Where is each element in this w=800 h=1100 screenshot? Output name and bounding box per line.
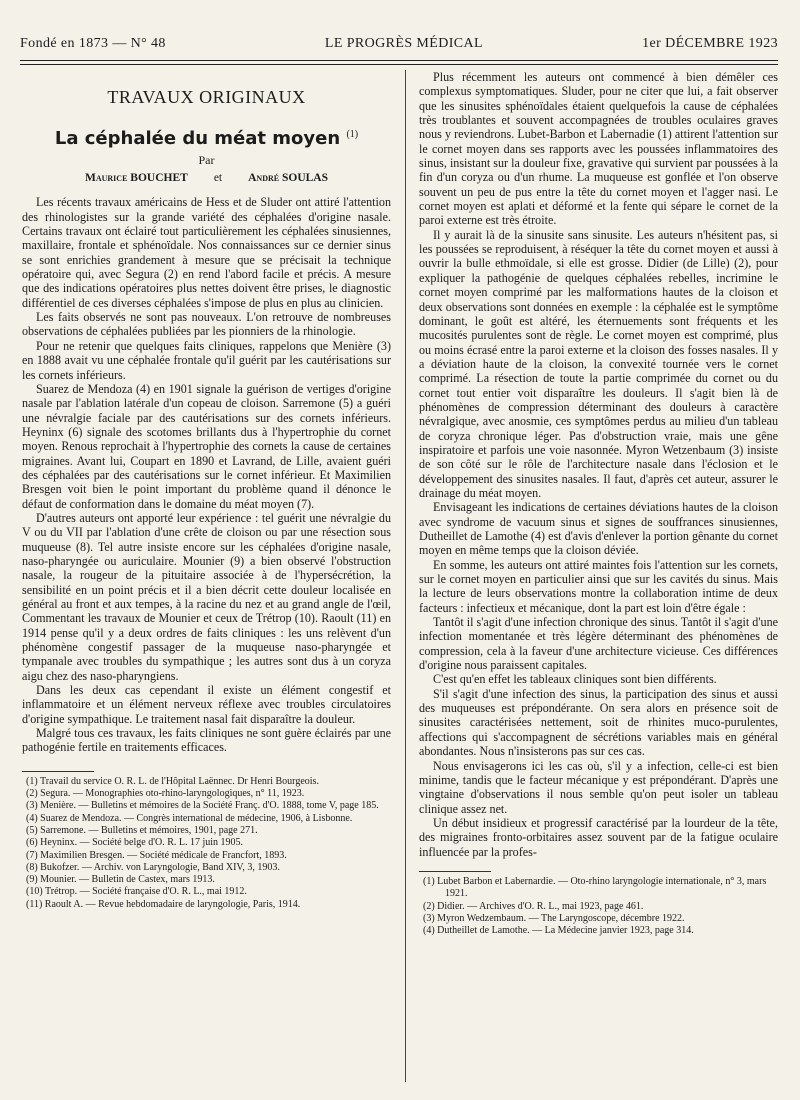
right-column <box>419 70 778 937</box>
footnote-rule <box>419 871 491 872</box>
paragraph: Envisageant les indications de certaines déviations hautes de la cloison avec syndrome de vacuum sinus et signes de souffrances sinusiennes, Dutheillet de Lamothe (4) est d'avis d'enlever la portion gênante du cornet moyen en même temps que la cloison déviée. <box>419 500 778 558</box>
footnote: (1) Travail du service O. R. L. de l'Hôpital Laënnec. Dr Henri Bourgeois. <box>26 775 319 787</box>
paragraph: Suarez de Mendoza (4) en 1901 signale la guérison de vertiges d'origine nasale par l'ablation latérale d'un copeau de cloison. Sarremone (5) a guéri une névralgie faciale par des cautérisations sur des cornets inférieurs. Heyninx (6) signale des scotomes brillants dus à l'hypertrophie du cornet moyen. Renous reprochait à l'hypertrophie des cornets la cause de certaines migraines. Avant lui, Coupart en 1890 et Lavrand, de Lille, avaient guéri des céphalées par des cautérisations sur le cornet inférieur. Et Maximilien Bresgen voit bien le point important du problème quand il dénonce le défaut de conformation dans le domaine du méat moyen (7). <box>22 381 391 511</box>
footnote: (8) Bukofzer. — Archiv. von Laryngologie, Band XIV, 3, 1903. <box>26 861 280 873</box>
by-line: Par <box>198 152 215 167</box>
author-1: Maurice BOUCHET <box>85 172 188 185</box>
paragraph: D'autres auteurs ont apporté leur expérience : tel guérit une névralgie du V ou du VII par l'ablation d'une crête de cloison ou par une résection sous muqueuse (8). Tel autre insiste encore sur les céphalées d'origine nasale, naso-pharyngée ou auriculaire. Mounier (9) a bien observé l'obstruction nasale, la rougeur de la pituitaire associée à de l'hypersécrétion, la sensibilité en un point précis et il a bien décrit cette douleur localisée en général au front et aux tempes, à la racine du nez et au grand angle de l'œil, Commentant les travaux de Mounier et ceux de Trétrop (10). Raoult (11) en 1914 pense qu'il y a deux ordres de faits cliniques : les uns relèvent d'un phénomène congestif passager de la muqueuse naso-pharyngée et tympanale avec troubles du sympathique ; les autres sont dus à un coryza aigu chez des naso-pharyngiens. <box>22 510 391 683</box>
footnote: (10) Trétrop. — Société française d'O. R. L., mai 1912. <box>26 886 247 898</box>
footnote: (2) Segura. — Monographies oto-rhino-laryngologiques, n° 11, 1923. <box>26 788 305 800</box>
paragraph: Dans les deux cas cependant il existe un élément congestif et inflammatoire et un élément nerveux réflexe avec troubles circulatoires d'origine sympathique. Le traitement nasal fait disparaître la douleur. <box>22 683 391 726</box>
author-conjunction: et <box>213 172 223 185</box>
paragraph: Pour ne retenir que quelques faits cliniques, rappelons que Menière (3) en 1888 avait vu une céphalée frontale qu'il guérit par les cautérisations sur les cornets inférieurs. <box>22 338 391 382</box>
column-divider <box>405 70 406 1082</box>
paragraph: Les faits observés ne sont pas nouveaux. L'on retrouve de nombreuses observations de céphalées publiées par les pionniers de la rhinologie. <box>22 310 391 339</box>
paragraph: Malgré tous ces travaux, les faits cliniques ne sont guère éclairés par une pathogénie fertile en traitements efficaces. <box>22 726 391 755</box>
article-title-text: La céphalée du méat moyen <box>54 128 341 150</box>
footnote: (11) Raoult A. — Revue hebdomadaire de laryngologie, Paris, 1914. <box>26 898 301 910</box>
footnote: (2) Didier. — Archives d'O. R. L., mai 1923, page 461. <box>423 900 644 912</box>
footnote: (5) Sarremone. — Bulletins et mémoires, 1901, page 271. <box>26 824 258 836</box>
footnote: (7) Maximilien Bresgen. — Société médicale de Francfort, 1893. <box>26 849 287 861</box>
footnote-rule <box>22 771 94 772</box>
founded-line: Fondé en 1873 — N° 48 <box>20 36 166 51</box>
left-column <box>22 70 391 911</box>
footnote: (1) Lubet Barbon et Labernardie. — Oto-rhino laryngologie internationale, n° 3, mars 1921. <box>423 875 767 900</box>
paragraph: C'est qu'en effet les tableaux cliniques sont bien différents. <box>433 672 717 687</box>
footnote: (4) Dutheillet de Lamothe. — La Médecine janvier 1923, page 314. <box>423 925 694 937</box>
footnote: (9) Mounier. — Bulletin de Castex, mars 1913. <box>26 874 215 886</box>
left-footnotes <box>22 776 391 911</box>
footnote: (4) Suarez de Mendoza. — Congrès international de médecine, 1906, à Lisbonne. <box>26 812 353 824</box>
issue-date: 1er DÉCEMBRE 1923 <box>642 36 778 51</box>
paragraph: Tantôt il s'agit d'une infection chronique des sinus. Tantôt il s'agit d'une infection momentanée et très légère déterminant des phénomènes de compression, cela à la faveur d'une architecture vicieuse. Ces différences d'origine nous paraissent capitales. <box>419 615 778 673</box>
article-title <box>22 128 391 150</box>
header-rule-thin <box>20 64 778 65</box>
footnote: (3) Myron Wedzembaum. — The Laryngoscope, décembre 1922. <box>423 912 685 924</box>
paragraph: En somme, les auteurs ont attiré maintes fois l'attention sur les cornets, sur le cornet moyen en particulier ainsi que sur les cavités du sinus. Mais la lecture de leurs observations montre la collaboration intime de deux facteurs : infectieux et mécanique, dont la part est loin d'être égale : <box>419 557 778 615</box>
section-title: TRAVAUX ORIGINAUX <box>107 87 306 107</box>
paragraph: Les récents travaux américains de Hess et de Sluder ont attiré l'attention des rhinologistes sur la grande variété des céphalées d'origine nasale. Certains travaux ont éclairé tout particulièrement les céphalées sinusiennes, maxillaire, frontale et sphénoïdale. Nos connaissances sur ce dernier sinus se sont enrichies grandement à mesure que se précisait la technique opératoire qui, avec Segura (2) en rend l'abord facile et précis. A mesure que des indications opératoires plus nettes doivent être prises, le diagnostic différentiel de ces diverses céphalées s'impose de plus en plus au clinicien. <box>22 195 391 310</box>
paragraph: Un début insidieux et progressif caractérisé par la lourdeur de la tête, des migraines fronto-orbitaires assez souvent par de la fatigue oculaire influencée par la profes- <box>419 815 778 859</box>
header-rule <box>20 60 778 61</box>
running-head <box>20 36 778 52</box>
footnote: (3) Menière. — Bulletins et mémoires de la Société Franç. d'O. 1888, tome V, page 185. <box>26 800 379 812</box>
paragraph: S'il s'agit d'une infection des sinus, la participation des sinus et aussi des muqueuses est prépondérante. On sera alors en présence soit de sinusites caractérisées nettement, soit de rhinites muco-purulentes, affections qui s'accompagnent de sécrétions variables mais en général abondantes. Nous n'insisterons pas sur ces cas. <box>419 686 778 759</box>
title-footnote-ref: (1) <box>346 129 359 141</box>
author-2: André SOULAS <box>248 172 328 185</box>
right-footnotes <box>419 876 778 937</box>
footnote: (6) Heyninx. — Société belge d'O. R. L. 17 juin 1905. <box>26 837 244 849</box>
left-body <box>22 195 391 754</box>
paragraph: Nous envisagerons ici les cas où, s'il y a infection, celle-ci est bien minime, tandis que le facteur mécanique y est prépondérant. D'après une vingtaine d'observations il nous semble qu'on peut isoler un tableau clinique assez net. <box>419 758 778 816</box>
journal-name: LE PROGRÈS MÉDICAL <box>324 36 484 51</box>
right-body <box>419 70 778 859</box>
authors <box>22 171 391 185</box>
paragraph: Il y aurait là de la sinusite sans sinusite. Les auteurs n'hésitent pas, si les poussées se reproduisent, à réséquer la tête du cornet moyen et aussi à ouvrir la bulle ethmoïdale, si elle est grosse. Didier (de Lille) (2), pour expliquer la pathogénie de quelques céphalées rebelles, incrimine le cornet moyen comprimé par les malformations hautes de la cloison et deux observations sont données en exemple : la céphalée est le symptôme dominant, le goût est altéré, les éternuements sont fréquents et les mucosités purulentes sont de règle. Le cornet moyen est comprimé, plus ou moins écrasé entre la paroi externe et la cloison des fosses nasales. Il y a déviation haute de la cloison, la convexité tournée vers le cornet comprimé. La résection de toute la partie comprimée du cornet ou du cornet tout entier voit disparaître les douleurs. Il s'agit bien là de phénomènes de compression déterminant des douleurs à caractère névralgique, avec anosmie, ces symptômes perdus au milieu d'un tableau de coryza chronique léger. Pas d'obstruction vraie, mais une gêne inspiratoire et parfois une voie nasonnée. Myron Wetzenbaum (3) insiste de son côté sur le rôle de l'architecture nasale dans l'éclosion et le développement des sinusites nasales. Il faut, d'après cet auteur, assurer le drainage du méat moyen. <box>419 227 778 500</box>
paragraph: Plus récemment les auteurs ont commencé à bien démêler ces complexus symptomatiques. Sluder, pour ne citer que lui, a fait observer que les sinusites sphénoïdales étaient quelquefois la cause de céphalées très troublantes et souvent accompagnées de troubles oculaires graves nous y reviendrons. Lubet-Barbon et Labernadie (1) attirent l'attention sur le cornet moyen dans ses rapports avec les poussées inflammatoires des sinus, insistant sur la douleur fixe, gravative qui survient par poussées à la fin d'un coryza ou d'un rhume. La muqueuse est gonflée et l'on observe souvent un peu de pus entre la tête du cornet moyen et l'agger nasi. Le cornet moyen est aplati et déformé et la fente qui sépare le cornet de la paroi externe est très étroite. <box>419 70 778 228</box>
